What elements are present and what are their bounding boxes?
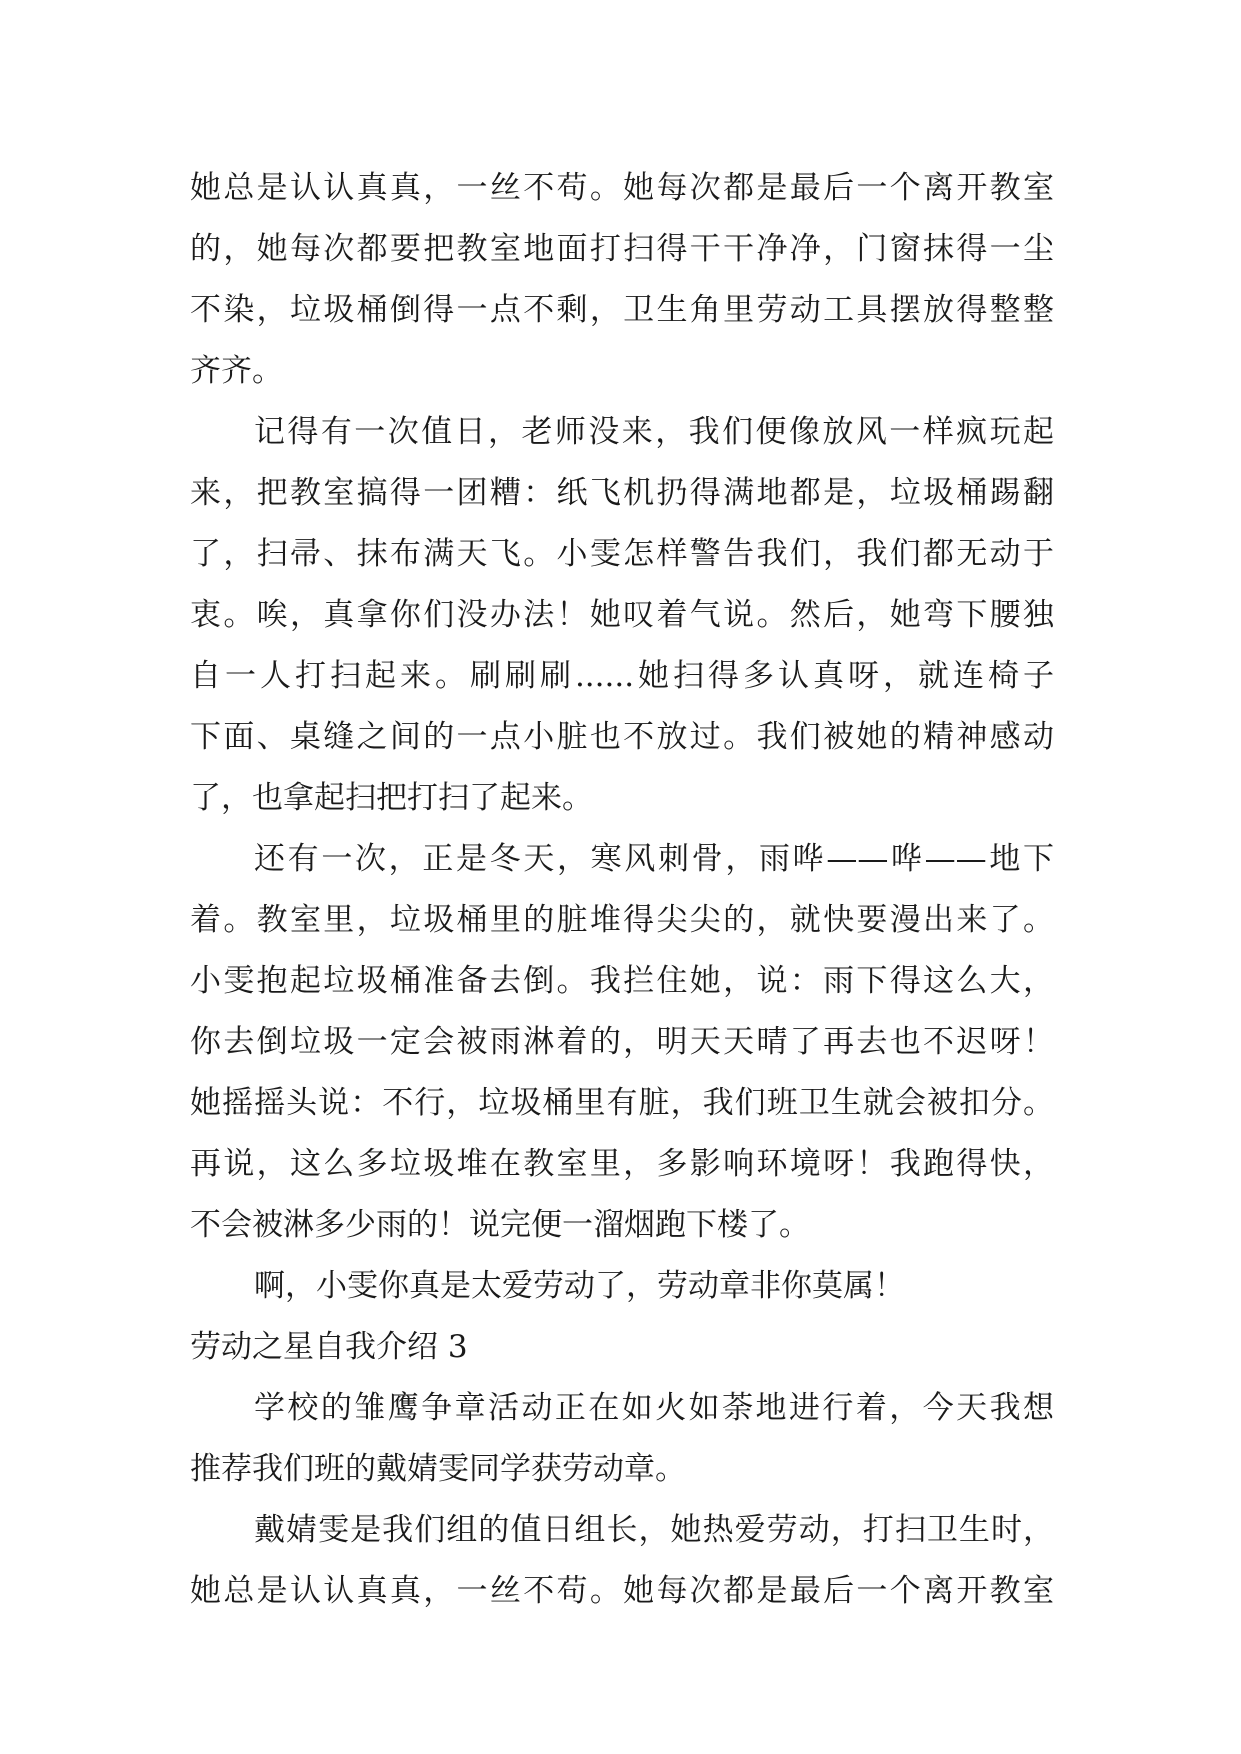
paragraph-first-line: 戴婧雯是我们组的值日组长，她热爱劳动，打扫卫生时，: [254, 1512, 1054, 1548]
text-line: 她总是认认真真，一丝不苟。她每次都是最后一个离开教室: [190, 170, 1054, 206]
text-line: 了，也拿起扫把打扫了起来。: [190, 780, 593, 816]
text-line: 下面、桌缝之间的一点小脏也不放过。我们被她的精神感动: [190, 719, 1054, 755]
text-line: 不会被淋多少雨的！说完便一溜烟跑下楼了。: [190, 1207, 810, 1243]
text-line: 再说，这么多垃圾堆在教室里，多影响环境呀！我跑得快，: [190, 1146, 1054, 1182]
document-page: [190, 158, 1054, 1622]
text-line: 齐齐。: [190, 353, 283, 389]
text-line: 小雯抱起垃圾桶准备去倒。我拦住她，说：雨下得这么大，: [190, 963, 1054, 999]
text-line: 你去倒垃圾一定会被雨淋着的，明天天晴了再去也不迟呀！: [190, 1024, 1054, 1060]
paragraph-first-line: 还有一次，正是冬天，寒风刺骨，雨哗——哗——地下: [254, 841, 1054, 877]
paragraph-first-line: 学校的雏鹰争章活动正在如火如荼地进行着，今天我想: [254, 1390, 1054, 1426]
paragraph-first-line: 记得有一次值日，老师没来，我们便像放风一样疯玩起: [254, 414, 1054, 450]
text-line: 了，扫帚、抹布满天飞。小雯怎样警告我们，我们都无动于: [190, 536, 1054, 572]
text-line: 的，她每次都要把教室地面打扫得干干净净，门窗抹得一尘: [190, 231, 1054, 267]
text-line: 来，把教室搞得一团糟：纸飞机扔得满地都是，垃圾桶踢翻: [190, 475, 1054, 511]
text-line: 自一人打扫起来。刷刷刷......她扫得多认真呀，就连椅子: [190, 658, 1054, 694]
text-line: 推荐我们班的戴婧雯同学获劳动章。: [190, 1451, 686, 1487]
paragraph-first-line: 啊，小雯你真是太爱劳动了，劳动章非你莫属！: [254, 1268, 905, 1304]
text-line: 着。教室里，垃圾桶里的脏堆得尖尖的，就快要漫出来了。: [190, 902, 1054, 938]
section-heading: 劳动之星自我介绍 3: [190, 1329, 468, 1365]
text-line: 衷。唉，真拿你们没办法！她叹着气说。然后，她弯下腰独: [190, 597, 1054, 633]
text-line: 不染，垃圾桶倒得一点不剩，卫生角里劳动工具摆放得整整: [190, 292, 1054, 328]
text-line: 她摇摇头说：不行，垃圾桶里有脏，我们班卫生就会被扣分。: [190, 1085, 1054, 1121]
text-line: 她总是认认真真，一丝不苟。她每次都是最后一个离开教室: [190, 1573, 1054, 1609]
